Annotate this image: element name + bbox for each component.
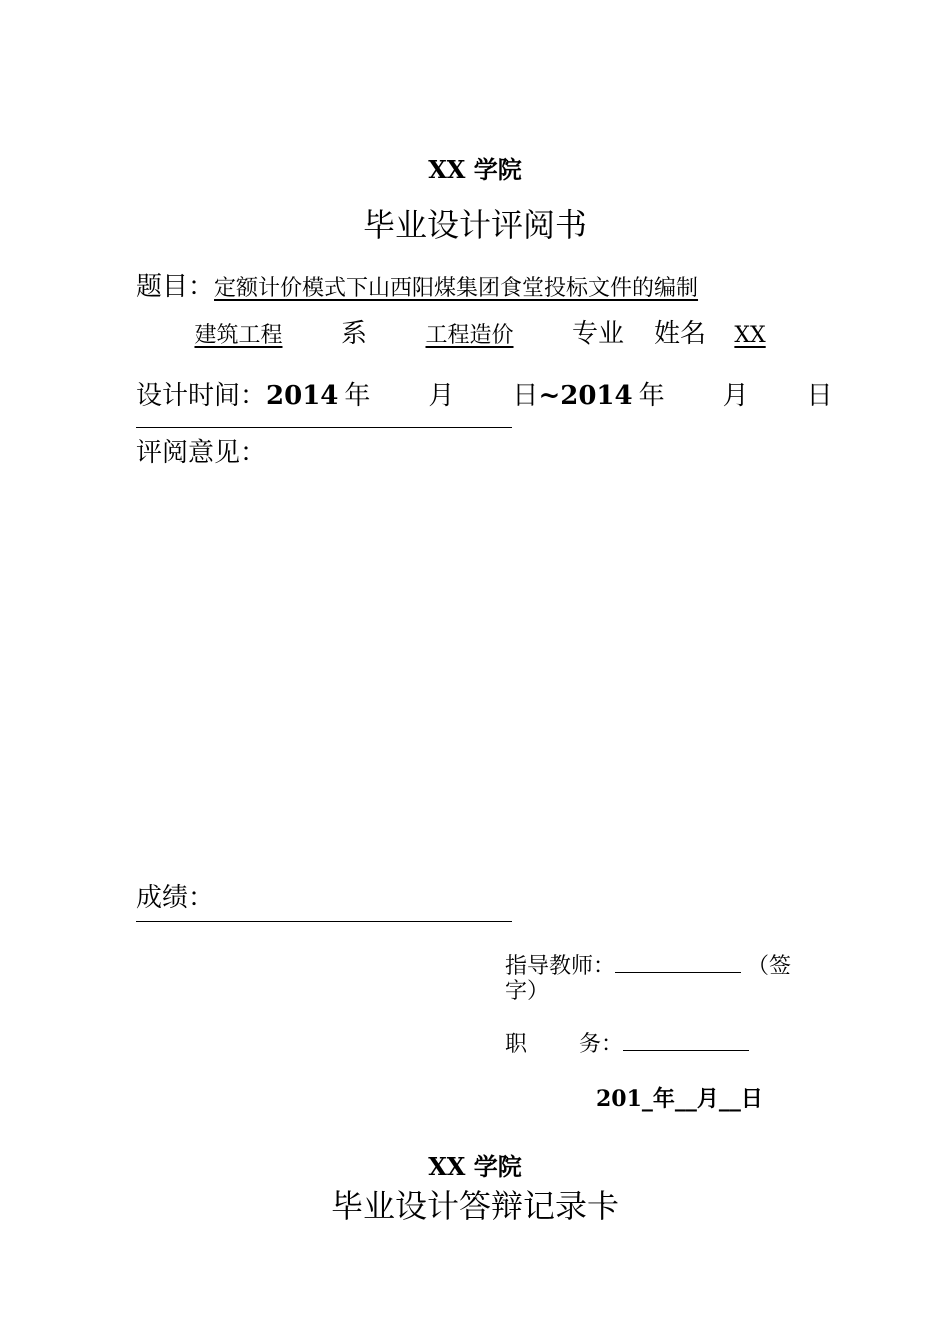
name-label: 姓名 <box>654 319 707 349</box>
end-day-char: 日 <box>806 381 833 411</box>
divider-line <box>136 427 512 428</box>
start-day-char: 日 <box>512 381 539 411</box>
start-month-char: 月 <box>428 381 455 411</box>
advisor-signature-blank[interactable] <box>615 946 741 973</box>
major-label: 专业 <box>572 319 625 349</box>
topic-value: 定额计价模式下山西阳煤集团食堂投标文件的编制 <box>214 276 699 301</box>
position-label-a: 职 <box>505 1032 528 1057</box>
design-time-line <box>136 375 833 412</box>
name-value: XX <box>734 323 766 348</box>
time-tilde: ~ <box>538 381 561 411</box>
sign-close: 字） <box>505 979 550 1004</box>
position-blank[interactable] <box>623 1024 749 1051</box>
page-title: 毕业设计评阅书 <box>362 206 587 244</box>
end-month-char: 月 <box>722 381 749 411</box>
defense-college-name: XX 学院 <box>428 1152 522 1181</box>
advisor-label: 指导教师： <box>505 954 616 979</box>
defense-title: 毕业设计答辩记录卡 <box>330 1187 619 1225</box>
time-start-year: 2014 <box>266 381 339 411</box>
position-line <box>505 1024 749 1058</box>
department-value: 建筑工程 <box>194 323 283 348</box>
department-line <box>136 313 794 350</box>
score-line <box>136 921 512 922</box>
start-year-char: 年 <box>344 381 371 411</box>
opinion-label: 评阅意见： <box>136 438 267 468</box>
topic-line <box>136 266 698 303</box>
topic-label: 题目： <box>136 272 215 302</box>
major-value: 工程造价 <box>425 323 514 348</box>
score-label: 成绩： <box>136 883 215 913</box>
sign-open: （签 <box>747 954 792 979</box>
time-label: 设计时间： <box>136 381 267 411</box>
signature-date: 201_年__月__日 <box>596 1086 763 1112</box>
position-label-b: 务： <box>579 1032 624 1057</box>
college-name: XX 学院 <box>428 155 522 184</box>
time-end-year: 2014 <box>560 381 633 411</box>
department-label: 系 <box>341 319 368 349</box>
end-year-char: 年 <box>638 381 665 411</box>
